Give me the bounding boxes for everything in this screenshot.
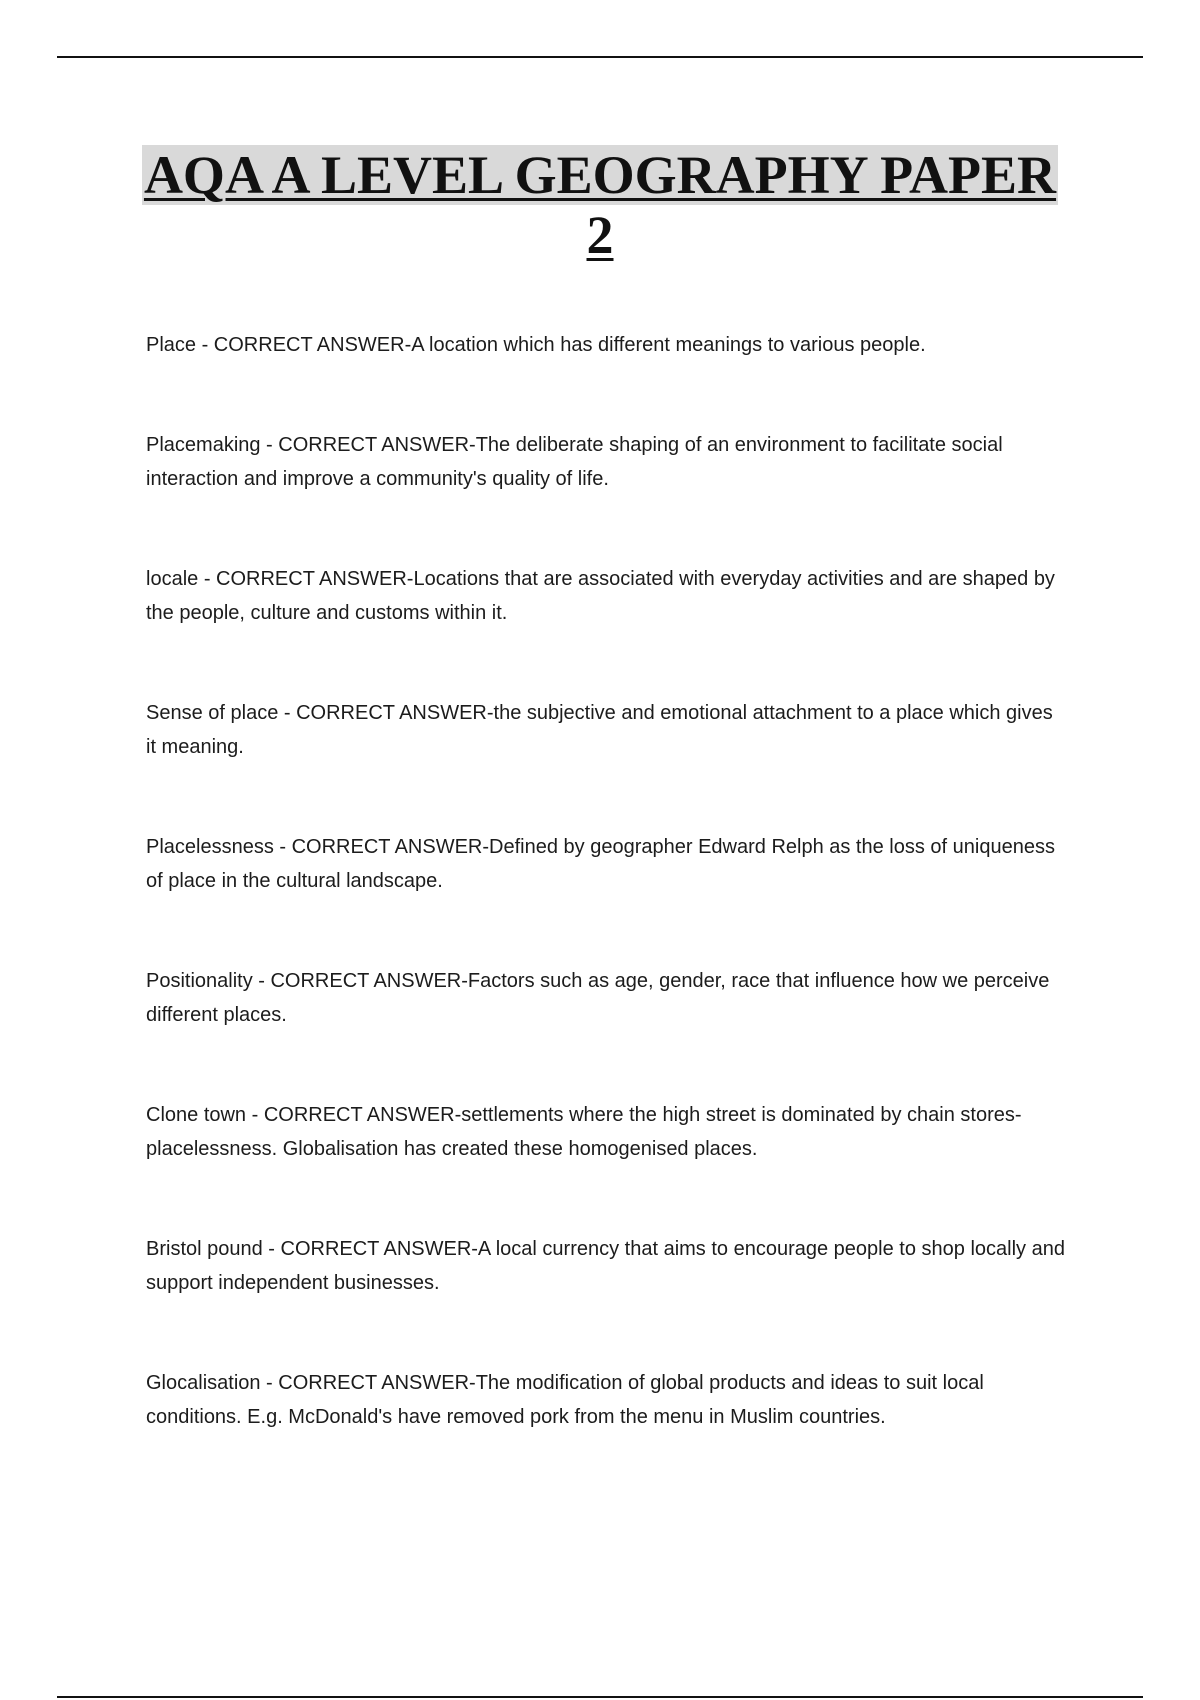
page-title-line2-wrap [587,205,614,265]
title-block [0,145,1200,265]
definition-item-placemaking: Placemaking - CORRECT ANSWER-The deliberate shaping of an environment to facilitate social interaction and improve a community's quality of life. [146,434,1003,490]
definition-item-clone-town: Clone town - CORRECT ANSWER-settlements where the high street is dominated by chain stores- placelessness. Globalisation has created these homogenised places. [146,1104,1022,1160]
page-title-line1: AQA A LEVEL GEOGRAPHY PAPER [143,145,1057,205]
definition-item-glocalisation: Glocalisation - CORRECT ANSWER-The modification of global products and ideas to suit local conditions. E.g. McDonald's have removed pork from the menu in Muslim countries. [146,1372,984,1428]
definition-item-bristol-pound: Bristol pound - CORRECT ANSWER-A local currency that aims to encourage people to shop locally and support independent businesses. [146,1238,1065,1294]
definition-item-positionality: Positionality - CORRECT ANSWER-Factors such as age, gender, race that influence how we perceive different places. [146,970,1050,1026]
page-title-line2: 2 [586,205,614,265]
bottom-rule [57,1696,1143,1698]
definition-item-locale: locale - CORRECT ANSWER-Locations that are associated with everyday activities and are shaped by the people, culture and customs within it. [146,568,1055,624]
definition-item-placelessness: Placelessness - CORRECT ANSWER-Defined by geographer Edward Relph as the loss of uniqueness of place in the cultural landscape. [146,836,1055,892]
definition-list [146,328,1066,1500]
page-title [142,145,1058,205]
definition-item-sense-of-place: Sense of place - CORRECT ANSWER-the subjective and emotional attachment to a place which gives it meaning. [146,702,1053,758]
definition-item-place: Place - CORRECT ANSWER-A location which has different meanings to various people. [146,334,926,356]
top-rule [57,56,1143,58]
